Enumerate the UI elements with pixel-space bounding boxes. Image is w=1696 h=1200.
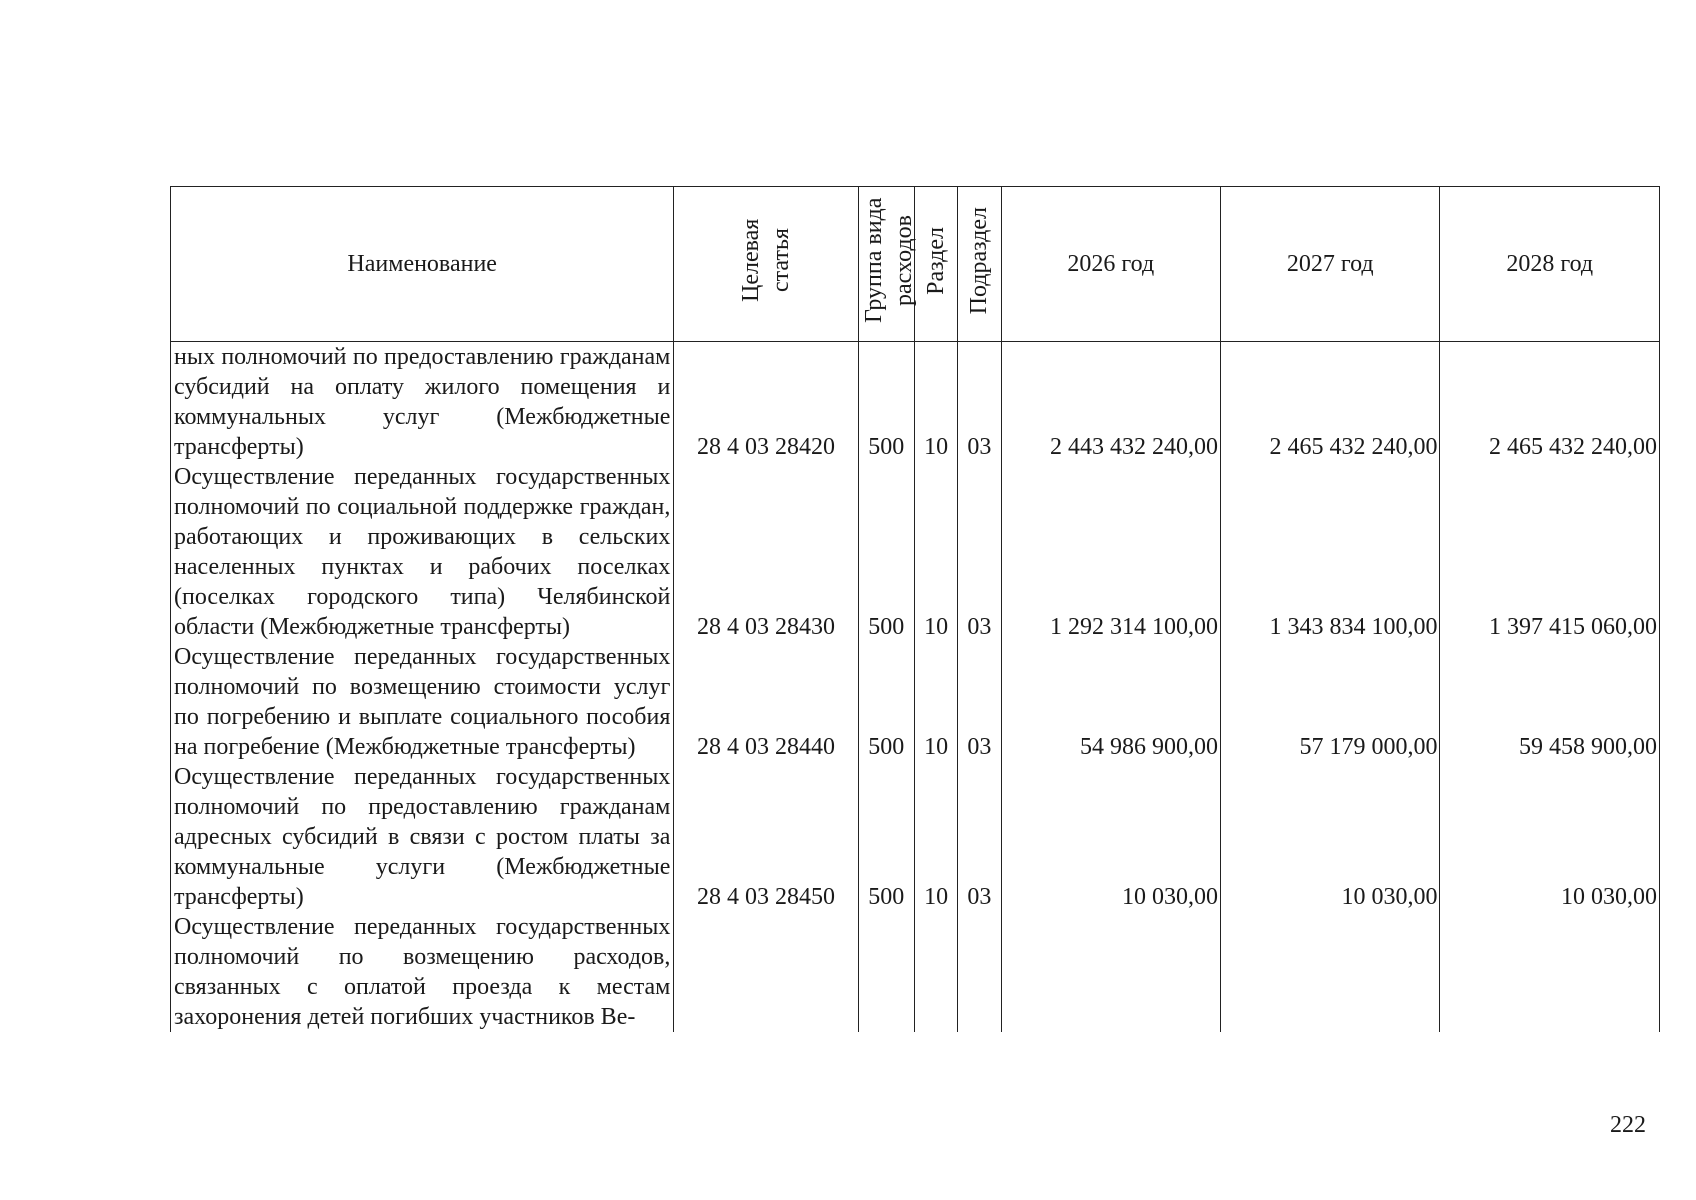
row-name: Осуществление переданных государственных полномочий по социальной поддержке граждан, работающих и проживающих в сельских населенных пунктах и рабочих поселках (поселках городского типа) Челябинской области (Межбюджетные трансферты) [171, 462, 674, 642]
row-amount-2028: 59 458 900,00 [1440, 642, 1660, 762]
row-section: 10 [914, 462, 957, 642]
row-amount-2027: 1 343 834 100,00 [1221, 462, 1440, 642]
row-amount-2027: 57 179 000,00 [1221, 642, 1440, 762]
table-row [171, 462, 1660, 642]
row-subsection [958, 912, 1001, 1032]
table-row [171, 342, 1660, 463]
row-subsection: 03 [958, 342, 1001, 463]
page-number: 222 [1610, 1112, 1646, 1138]
row-expense-group [858, 912, 914, 1032]
row-section: 10 [914, 342, 957, 463]
row-target-article: 28 4 03 28440 [674, 642, 858, 762]
row-amount-2026: 2 443 432 240,00 [1001, 342, 1220, 463]
row-name: ных полномочий по предоставлению гражданам субсидий на оплату жилого помещения и коммунальных услуг (Межбюджетные трансферты) [171, 342, 674, 463]
row-amount-2027: 2 465 432 240,00 [1221, 342, 1440, 463]
header-section: Раздел [914, 187, 957, 342]
row-name: Осуществление переданных государственных полномочий по возмещению стоимости услуг по погребению и выплате социального пособия на погребение (Межбюджетные трансферты) [171, 642, 674, 762]
row-amount-2026 [1001, 912, 1220, 1032]
header-2028: 2028 год [1440, 187, 1660, 342]
budget-table [170, 186, 1660, 1032]
row-section: 10 [914, 642, 957, 762]
row-amount-2028: 2 465 432 240,00 [1440, 342, 1660, 463]
row-target-article [674, 912, 858, 1032]
row-subsection: 03 [958, 642, 1001, 762]
row-amount-2026: 10 030,00 [1001, 762, 1220, 912]
row-amount-2027: 10 030,00 [1221, 762, 1440, 912]
table-header-row [171, 187, 1660, 342]
row-section: 10 [914, 762, 957, 912]
row-subsection: 03 [958, 462, 1001, 642]
row-expense-group: 500 [858, 762, 914, 912]
table-row [171, 762, 1660, 912]
row-target-article: 28 4 03 28450 [674, 762, 858, 912]
row-name: Осуществление переданных государственных полномочий по предоставлению гражданам адресных субсидий в связи с ростом платы за коммунальные услуги (Межбюджетные трансферты) [171, 762, 674, 912]
row-amount-2028: 10 030,00 [1440, 762, 1660, 912]
header-expense-group: Группа вида расходов [858, 187, 914, 342]
row-amount-2026: 54 986 900,00 [1001, 642, 1220, 762]
row-expense-group: 500 [858, 462, 914, 642]
table-row [171, 642, 1660, 762]
row-subsection: 03 [958, 762, 1001, 912]
header-2026: 2026 год [1001, 187, 1220, 342]
row-amount-2027 [1221, 912, 1440, 1032]
row-target-article: 28 4 03 28420 [674, 342, 858, 463]
header-name: Наименование [171, 187, 674, 342]
table-row [171, 912, 1660, 1032]
header-target-article: Целевая статья [674, 187, 858, 342]
row-amount-2028: 1 397 415 060,00 [1440, 462, 1660, 642]
row-section [914, 912, 957, 1032]
row-expense-group: 500 [858, 342, 914, 463]
row-target-article: 28 4 03 28430 [674, 462, 858, 642]
row-amount-2026: 1 292 314 100,00 [1001, 462, 1220, 642]
row-name: Осуществление переданных государственных полномочий по возмещению расходов, связанных с оплатой проезда к местам захоронения детей погибших участников Ве- [171, 912, 674, 1032]
header-2027: 2027 год [1221, 187, 1440, 342]
row-amount-2028 [1440, 912, 1660, 1032]
header-subsection: Подраздел [958, 187, 1001, 342]
row-expense-group: 500 [858, 642, 914, 762]
